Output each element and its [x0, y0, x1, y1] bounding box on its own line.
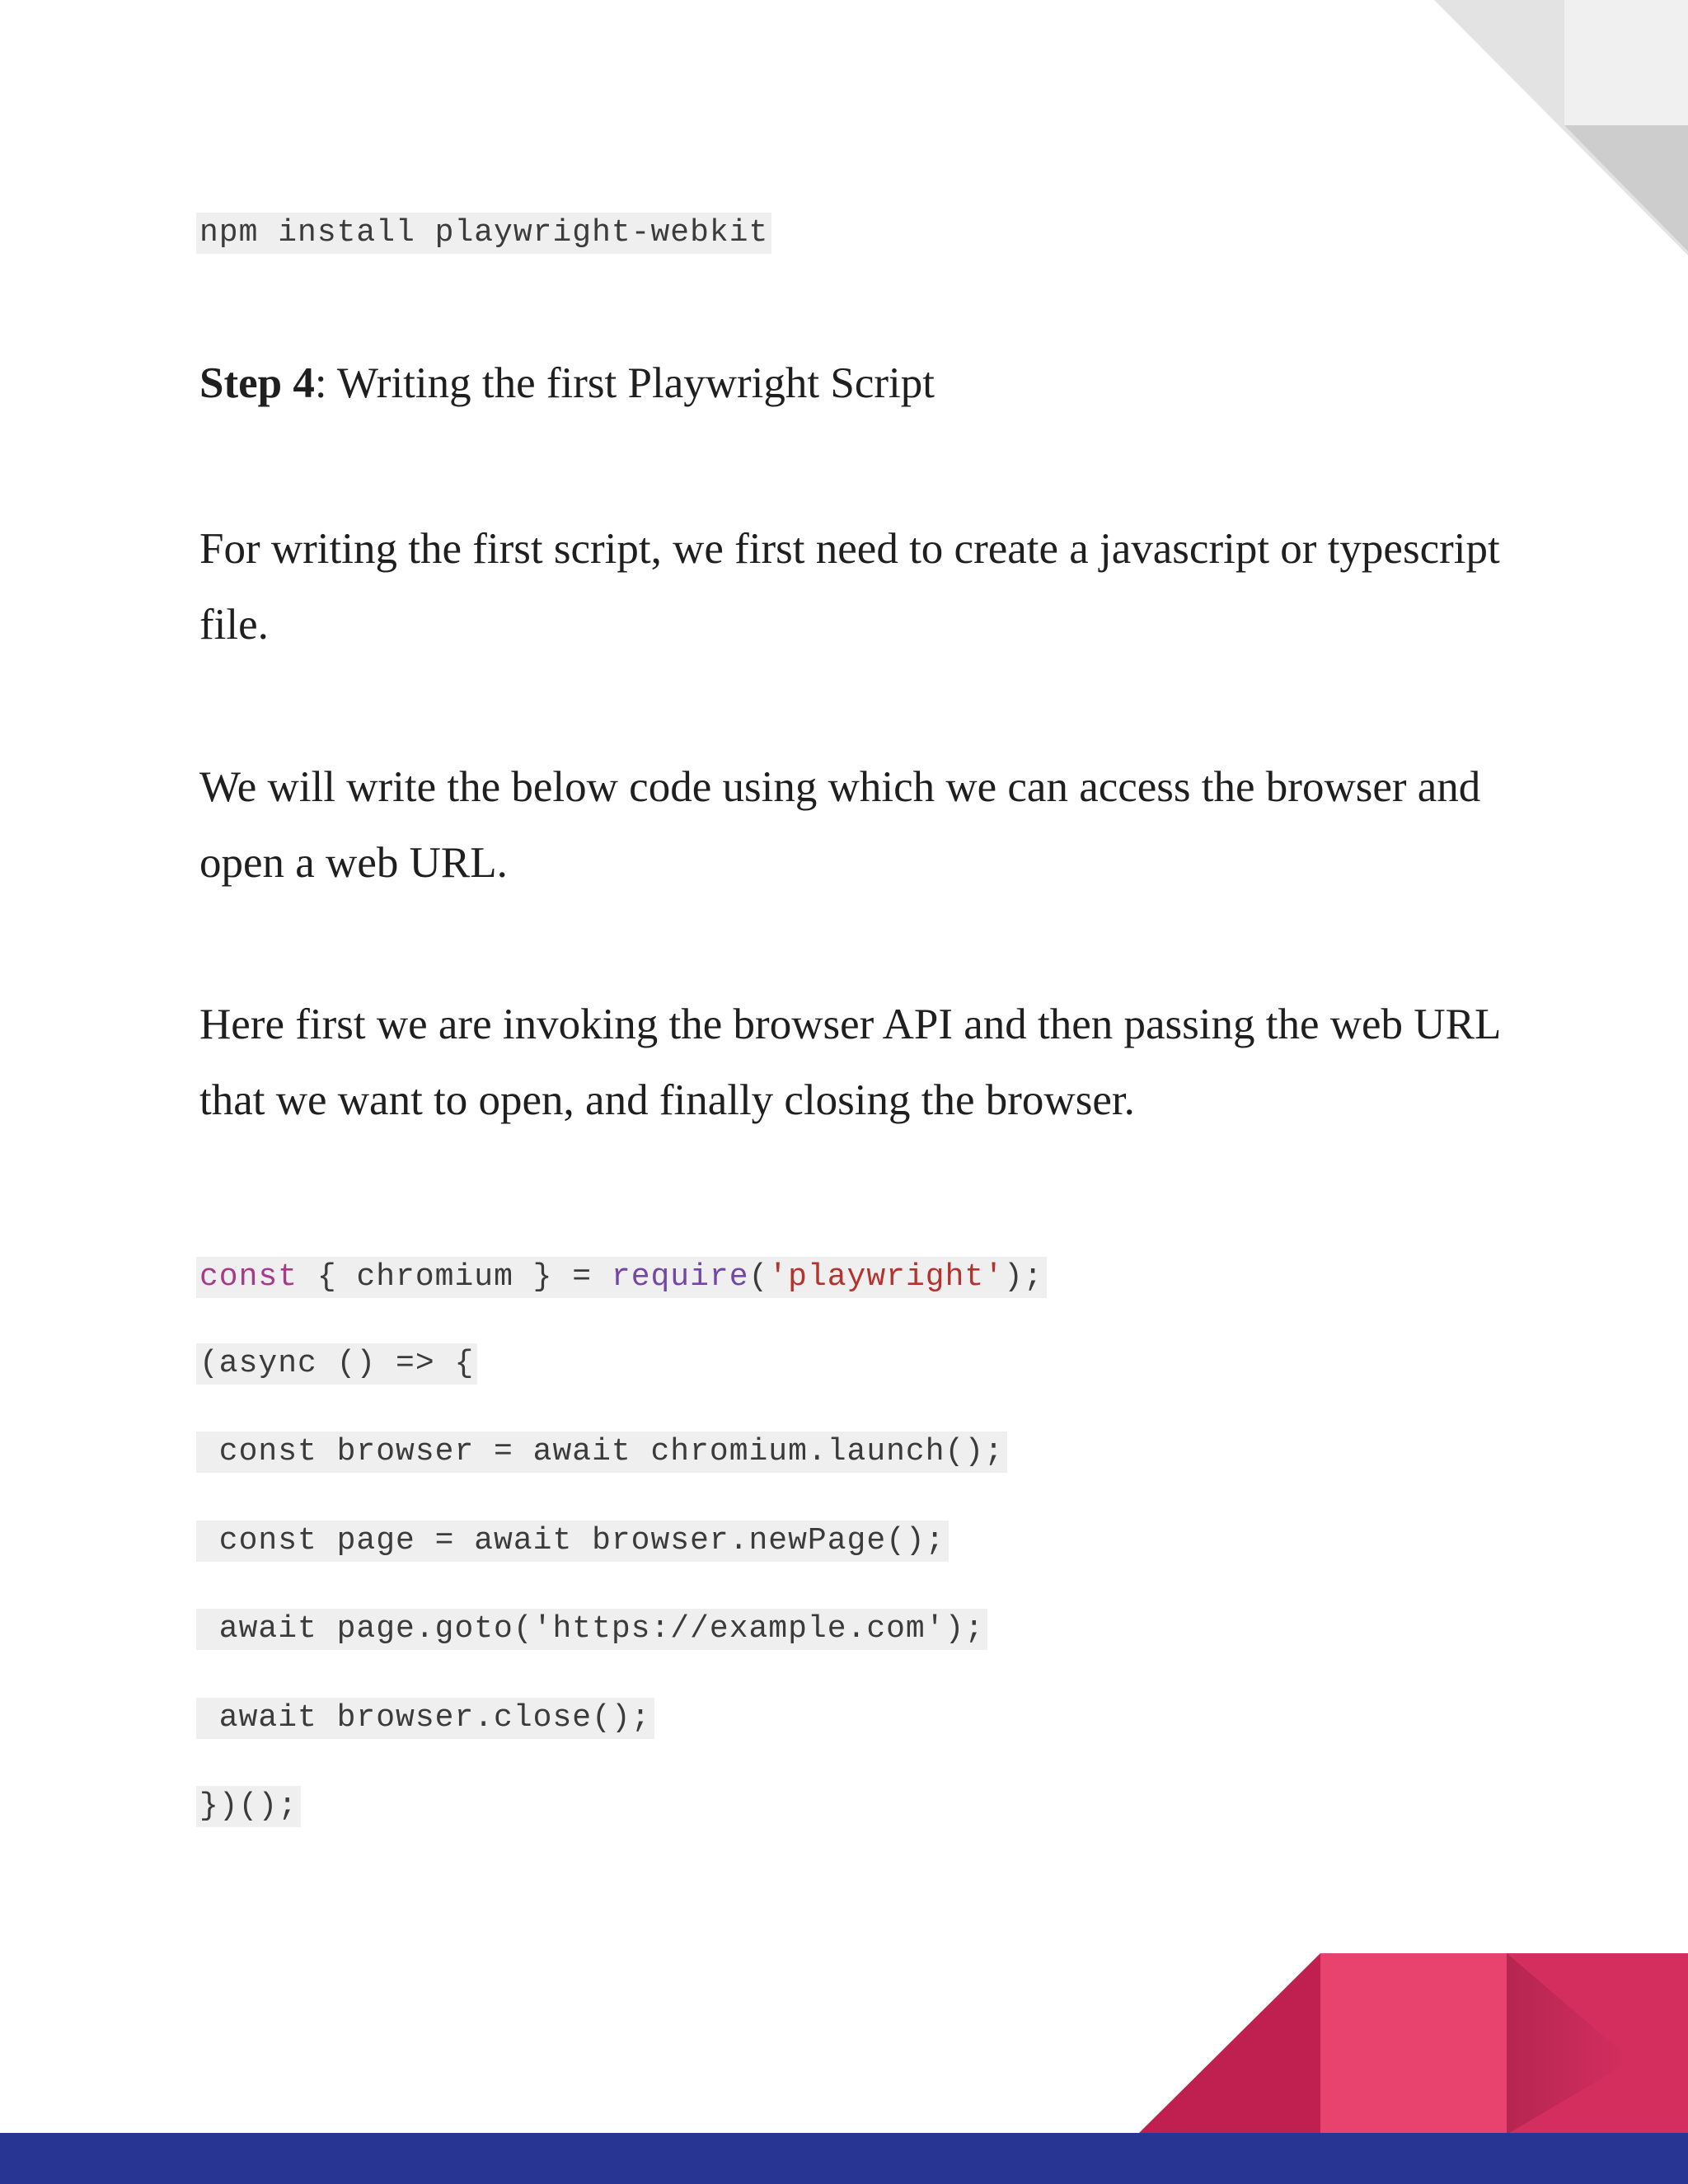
code-keyword: const: [199, 1259, 298, 1295]
step-heading: [199, 350, 935, 416]
top-right-corner-decoration: [1434, 0, 1688, 255]
paragraph-create-file: For writing the first script, we first need to create a javascript or typescript file.: [199, 525, 1500, 649]
step-label: Step 4: [199, 359, 315, 407]
code-line: const page = await browser.newPage();: [196, 1521, 949, 1562]
bottom-right-decoration: [1137, 1953, 1688, 2135]
paragraph-below-code: We will write the below code using which we can access the browser and open a web URL.: [199, 763, 1481, 887]
paragraph-explanation: Here first we are invoking the browser API and then passing the web URL that we want to open, and finally closing the browser.: [199, 1001, 1500, 1124]
code-line-require: [196, 1257, 1047, 1298]
code-text: (: [748, 1259, 769, 1295]
code-line: await page.goto('https://example.com');: [196, 1609, 987, 1650]
code-line: })();: [196, 1786, 301, 1827]
install-command: npm install playwright-webkit: [196, 213, 771, 254]
code-function: require: [611, 1259, 749, 1295]
footer-bar: [0, 2133, 1688, 2184]
code-text: );: [1004, 1259, 1043, 1295]
code-line: await browser.close();: [196, 1698, 654, 1739]
code-line: const browser = await chromium.launch();: [196, 1432, 1007, 1473]
code-line: (async () => {: [196, 1343, 477, 1385]
code-text: { chromium } =: [298, 1259, 612, 1295]
step-title: : Writing the first Playwright Script: [314, 359, 935, 407]
code-string: 'playwright': [768, 1259, 1004, 1295]
